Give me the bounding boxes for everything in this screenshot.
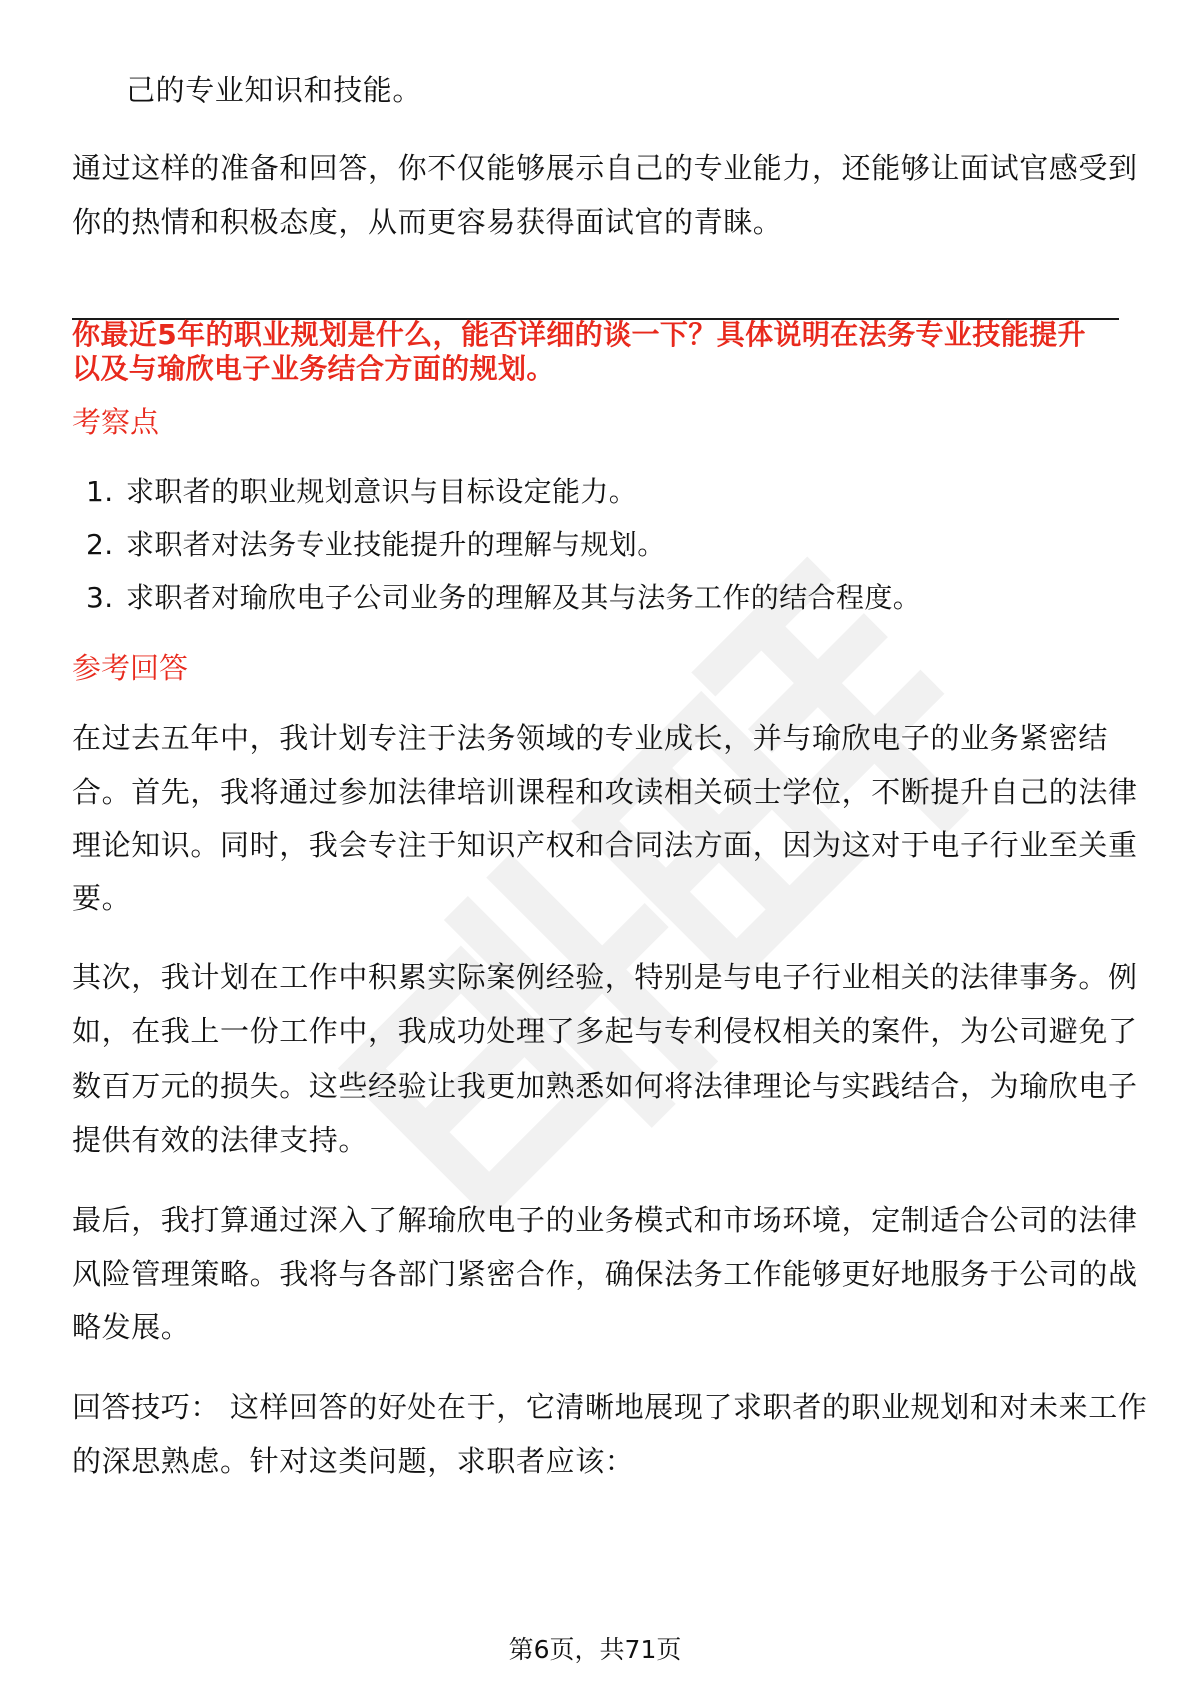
- summary-line: 通过这样的准备和回答，你不仅能够展示自己的专业能力，还能够让面试官感受到: [72, 151, 1138, 185]
- question-line: 你最近5年的职业规划是什么，能否详细的谈一下？具体说明在法务专业技能提升: [72, 318, 1086, 351]
- answer-line: 其次，我计划在工作中积累实际案例经验，特别是与电子行业相关的法律事务。例: [72, 960, 1138, 994]
- answer-line: 略发展。: [72, 1310, 191, 1344]
- list-number: 1.: [86, 475, 114, 508]
- answer-line: 数百万元的损失。这些经验让我更加熟悉如何将法律理论与实践结合，为瑜欣电子: [72, 1069, 1138, 1103]
- answer-line: 要。: [72, 881, 132, 915]
- answer-heading: 参考回答: [72, 651, 189, 685]
- question-line: 以及与瑜欣电子业务结合方面的规划。: [72, 352, 555, 385]
- examine-heading: 考察点: [72, 405, 160, 439]
- answer-line: 风险管理策略。我将与各部门紧密合作，确保法务工作能够更好地服务于公司的战: [72, 1257, 1138, 1291]
- answer-line: 提供有效的法律支持。: [72, 1123, 369, 1157]
- list-text: 求职者对瑜欣电子公司业务的理解及其与法务工作的结合程度。: [126, 581, 922, 614]
- answer-line: 如，在我上一份工作中，我成功处理了多起与专利侵权相关的案件，为公司避免了: [72, 1014, 1138, 1048]
- intro-line: 己的专业知识和技能。: [126, 73, 423, 107]
- answer-line: 理论知识。同时，我会专注于知识产权和合同法方面，因为这对于电子行业至关重: [72, 828, 1138, 862]
- list-item: [86, 578, 921, 618]
- answer-line: 最后，我打算通过深入了解瑜欣电子的业务模式和市场环境，定制适合公司的法律: [72, 1203, 1138, 1237]
- list-text: 求职者的职业规划意识与目标设定能力。: [126, 475, 638, 508]
- page-number-footer: 第6页，共71页: [508, 1635, 682, 1664]
- list-text: 求职者对法务专业技能提升的理解与规划。: [126, 528, 666, 561]
- tips-line: 的深思熟虑。针对这类问题，求职者应该：: [72, 1444, 635, 1478]
- summary-line: 你的热情和积极态度，从而更容易获得面试官的青睐。: [72, 205, 783, 239]
- list-item: [86, 525, 666, 565]
- answer-line: 合。首先，我将通过参加法律培训课程和攻读相关硕士学位，不断提升自己的法律: [72, 775, 1138, 809]
- list-number: 3.: [86, 581, 114, 614]
- answer-line: 在过去五年中，我计划专注于法务领域的专业成长，并与瑜欣电子的业务紧密结: [72, 721, 1109, 755]
- list-item: [86, 472, 637, 512]
- list-number: 2.: [86, 528, 114, 561]
- tips-line: 回答技巧： 这样回答的好处在于，它清晰地展现了求职者的职业规划和对未来工作: [72, 1390, 1148, 1424]
